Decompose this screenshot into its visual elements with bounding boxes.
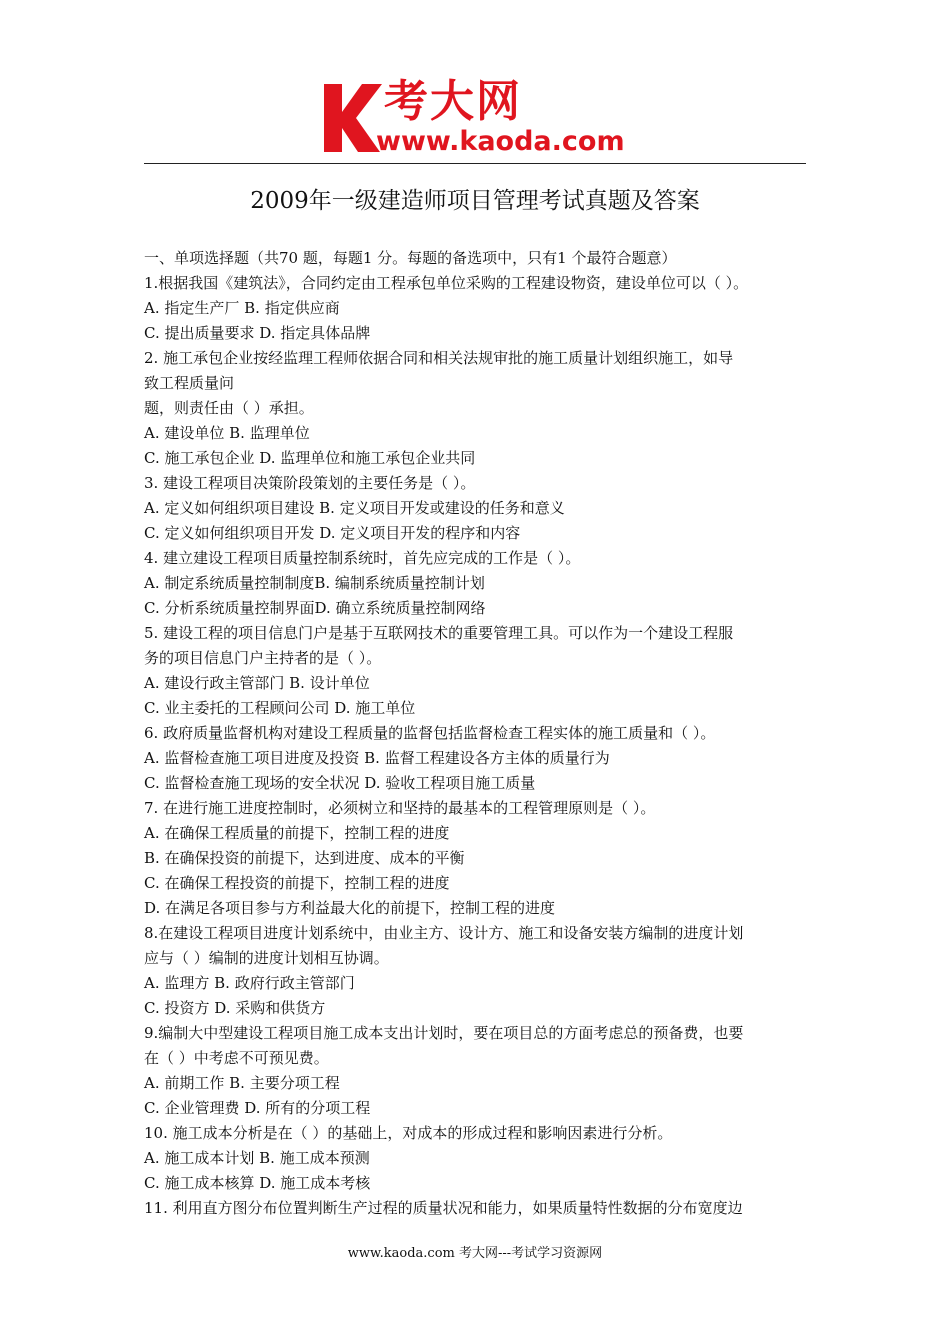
text-line: 务的项目信息门户主持者的是（ ）。: [144, 649, 382, 667]
text-line: 10. 施工成本分析是在（ ）的基础上，对成本的形成过程和影响因素进行分析。: [144, 1124, 673, 1142]
text-line: C. 施工承包企业 D. 监理单位和施工承包企业共同: [144, 449, 476, 467]
text-line: C. 定义如何组织项目开发 D. 定义项目开发的程序和内容: [144, 524, 521, 542]
text-line: A. 监督检查施工项目进度及投资 B. 监督工程建设各方主体的质量行为: [144, 749, 610, 767]
page-footer: www.kaoda.com 考大网---考试学习资源网: [347, 1246, 603, 1261]
text-line: 1.根据我国《建筑法》，合同约定由工程承包单位采购的工程建设物资，建设单位可以（ ）。: [144, 274, 749, 292]
logo-brand-chinese: 考大网: [384, 76, 522, 127]
text-line: A. 指定生产厂 B. 指定供应商: [144, 299, 340, 317]
text-line: C. 在确保工程投资的前提下，控制工程的进度: [144, 874, 450, 892]
text-line: A. 监理方 B. 政府行政主管部门: [144, 974, 355, 992]
text-line: 3. 建设工程项目决策阶段策划的主要任务是（ ）。: [144, 474, 476, 492]
kaoda-logo: [318, 78, 638, 162]
text-line: A. 建设单位 B. 监理单位: [144, 424, 310, 442]
text-line: C. 企业管理费 D. 所有的分项工程: [144, 1099, 371, 1117]
text-line: C. 提出质量要求 D. 指定具体品牌: [144, 324, 371, 342]
text-line: 2. 施工承包企业按经监理工程师依据合同和相关法规审批的施工质量计划组织施工，如导: [144, 349, 734, 367]
text-line: A. 制定系统质量控制制度B. 编制系统质量控制计划: [144, 574, 485, 592]
text-line: B. 在确保投资的前提下，达到进度、成本的平衡: [144, 849, 465, 867]
document-title: 2009年一级建造师项目管理考试真题及答案: [250, 188, 700, 214]
text-line: 8.在建设工程项目进度计划系统中，由业主方、设计方、施工和设备安装方编制的进度计划: [144, 924, 744, 942]
text-line: A. 前期工作 B. 主要分项工程: [144, 1074, 340, 1092]
text-line: 在（ ）中考虑不可预见费。: [144, 1049, 329, 1067]
logo-brand-url: www.kaoda.com: [376, 126, 625, 157]
text-line: 应与（ ）编制的进度计划相互协调。: [144, 949, 389, 967]
text-line: 9.编制大中型建设工程项目施工成本支出计划时，要在项目总的方面考虑总的预备费，也要: [144, 1024, 744, 1042]
question-body: [144, 246, 808, 1221]
text-line: 7. 在进行施工进度控制时，必须树立和坚持的最基本的工程管理原则是（ ）。: [144, 799, 656, 817]
text-line: 4. 建立建设工程项目质量控制系统时，首先应完成的工作是（ ）。: [144, 549, 581, 567]
header-divider: [144, 163, 806, 164]
text-line: A. 定义如何组织项目建设 B. 定义项目开发或建设的任务和意义: [144, 499, 565, 517]
text-line: C. 分析系统质量控制界面D. 确立系统质量控制网络: [144, 599, 486, 617]
text-line: 6. 政府质量监督机构对建设工程质量的监督包括监督检查工程实体的施工质量和（ ）。: [144, 724, 716, 742]
text-line: C. 投资方 D. 采购和供货方: [144, 999, 326, 1017]
text-line: 致工程质量问: [144, 374, 235, 392]
text-line: D. 在满足各项目参与方利益最大化的前提下，控制工程的进度: [144, 899, 556, 917]
text-line: A. 在确保工程质量的前提下，控制工程的进度: [144, 824, 450, 842]
text-line: 11. 利用直方图分布位置判断生产过程的质量状况和能力，如果质量特性数据的分布宽度边: [144, 1199, 743, 1217]
text-line: A. 施工成本计划 B. 施工成本预测: [144, 1149, 370, 1167]
text-line: C. 监督检查施工现场的安全状况 D. 验收工程项目施工质量: [144, 774, 536, 792]
text-line: 5. 建设工程的项目信息门户是基于互联网技术的重要管理工具。可以作为一个建设工程服: [144, 624, 734, 642]
text-line: C. 业主委托的工程顾问公司 D. 施工单位: [144, 699, 416, 717]
text-line: C. 施工成本核算 D. 施工成本考核: [144, 1174, 371, 1192]
text-line: 题，则责任由（ ）承担。: [144, 399, 314, 417]
text-line: 一、单项选择题（共70 题，每题1 分。每题的备选项中，只有1 个最符合题意）: [144, 249, 677, 267]
text-line: A. 建设行政主管部门 B. 设计单位: [144, 674, 370, 692]
